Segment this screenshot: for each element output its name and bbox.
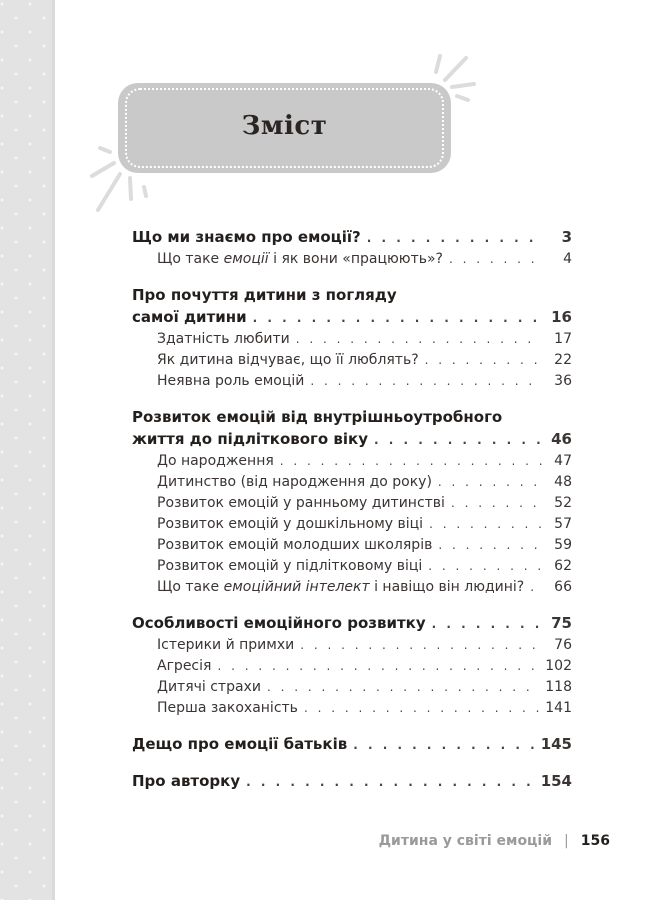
toc-subsection-title: Неявна роль емоцій: [157, 373, 305, 389]
toc-page-number: 118: [545, 679, 572, 695]
toc-subsection[interactable]: [132, 698, 572, 719]
leader-dots: [300, 635, 542, 656]
leader-dots: [530, 577, 542, 598]
toc-page-number: 3: [561, 228, 572, 246]
toc-section[interactable]: [132, 226, 572, 249]
toc-subsection-title: Дитинство (від народження до року): [157, 474, 432, 490]
toc-section-line1[interactable]: [132, 406, 572, 428]
leader-dots: [429, 514, 542, 535]
leader-dots: [438, 472, 542, 493]
toc-subsection[interactable]: [132, 635, 572, 656]
toc-page-number: 57: [554, 516, 572, 532]
toc-subsection-title: Розвиток емоцій у підлітковому віці: [157, 558, 423, 574]
leader-dots: [246, 771, 535, 793]
toc-section-line1[interactable]: [132, 284, 572, 306]
toc-section-title: Що ми знаємо про емоції?: [132, 228, 361, 246]
toc-page-number: 22: [554, 352, 572, 368]
toc-subsection[interactable]: [132, 514, 572, 535]
toc-page-number: 145: [540, 735, 572, 753]
toc-page-number: 102: [545, 658, 572, 674]
toc-section-title: Про почуття дитини з погляду: [132, 286, 397, 304]
toc-page-number: 17: [554, 331, 572, 347]
toc-subsection-title: Дитячі страхи: [157, 679, 261, 695]
toc-page-number: 59: [554, 537, 572, 553]
toc-page-number: 154: [540, 772, 572, 790]
leader-dots: [304, 698, 539, 719]
toc-subsection-title: Істерики й примхи: [157, 637, 295, 653]
leader-dots: [267, 677, 539, 698]
toc-section-title: Розвиток емоцій від внутрішньоутробного: [132, 408, 503, 426]
toc-section[interactable]: [132, 733, 572, 756]
toc-subsection-title: До народження: [157, 453, 274, 469]
toc-subsection[interactable]: [132, 577, 572, 598]
toc-subsection[interactable]: [132, 350, 572, 371]
toc-subsection-title: Перша закоханість: [157, 700, 298, 716]
toc-page-number: 4: [563, 251, 572, 267]
leader-dots: [438, 535, 542, 556]
table-of-contents: [132, 226, 572, 793]
toc-section[interactable]: [132, 770, 572, 793]
toc-section-title: Про авторку: [132, 772, 241, 790]
leader-dots: [280, 451, 542, 472]
toc-page-number: 75: [551, 614, 572, 632]
toc-section-title: Особливості емоційного розвитку: [132, 614, 426, 632]
page-title: Зміст: [241, 111, 328, 141]
toc-page-number: 36: [554, 373, 572, 389]
toc-subsection-title: Здатність любити: [157, 331, 290, 347]
leader-dots: [296, 329, 542, 350]
leader-dots: [253, 307, 542, 329]
toc-page-number: 141: [545, 700, 572, 716]
toc-subsection-title: Розвиток емоцій у ранньому дитинстві: [157, 495, 445, 511]
leader-dots: [449, 249, 542, 270]
toc-subsection[interactable]: [132, 535, 572, 556]
toc-section-title: самої дитини: [132, 308, 247, 326]
leader-dots: [353, 734, 534, 756]
leader-dots: [425, 350, 542, 371]
running-book-title: Дитина у світі емоцій: [378, 833, 553, 849]
toc-subsection[interactable]: [132, 493, 572, 514]
toc-subsection-title: Агресія: [157, 658, 212, 674]
leader-dots: [428, 556, 542, 577]
toc-subsection-title: Що таке емоційний інтелект і навіщо він людині?: [157, 579, 525, 595]
toc-page-number: 66: [554, 579, 572, 595]
toc-subsection-title: Розвиток емоцій у дошкільному віці: [157, 516, 424, 532]
leader-dots: [451, 493, 542, 514]
page-number: 156: [580, 833, 610, 849]
toc-page-number: 52: [554, 495, 572, 511]
toc-page-number: 76: [554, 637, 572, 653]
toc-section[interactable]: [132, 612, 572, 635]
toc-section-title: Дещо про емоції батьків: [132, 735, 348, 753]
toc-subsection[interactable]: [132, 329, 572, 350]
toc-subsection[interactable]: [132, 371, 572, 392]
toc-page-number: 62: [554, 558, 572, 574]
toc-subsection[interactable]: [132, 451, 572, 472]
toc-subsection[interactable]: [132, 472, 572, 493]
toc-page-number: 16: [551, 308, 572, 326]
toc-subsection[interactable]: [132, 249, 572, 270]
leader-dots: [432, 613, 542, 635]
leader-dots: [374, 429, 542, 451]
toc-subsection[interactable]: [132, 656, 572, 677]
toc-subsection-title: Що таке емоції і як вони «працюють»?: [157, 251, 443, 267]
toc-subsection[interactable]: [132, 677, 572, 698]
toc-subsection-title: Як дитина відчуває, що її люблять?: [157, 352, 419, 368]
toc-page-number: 48: [554, 474, 572, 490]
toc-section-title: життя до підліткового віку: [132, 430, 369, 448]
leader-dots: [310, 371, 542, 392]
toc-page-number: 47: [554, 453, 572, 469]
title-banner: [118, 83, 451, 173]
toc-section[interactable]: [132, 306, 572, 329]
leader-dots: [217, 656, 539, 677]
toc-subsection-title: Розвиток емоцій молодших школярів: [157, 537, 433, 553]
toc-subsection[interactable]: [132, 556, 572, 577]
leader-dots: [367, 227, 542, 249]
toc-page-number: 46: [551, 430, 572, 448]
footer-separator: |: [564, 833, 569, 849]
page-footer: [379, 833, 610, 849]
toc-section[interactable]: [132, 428, 572, 451]
